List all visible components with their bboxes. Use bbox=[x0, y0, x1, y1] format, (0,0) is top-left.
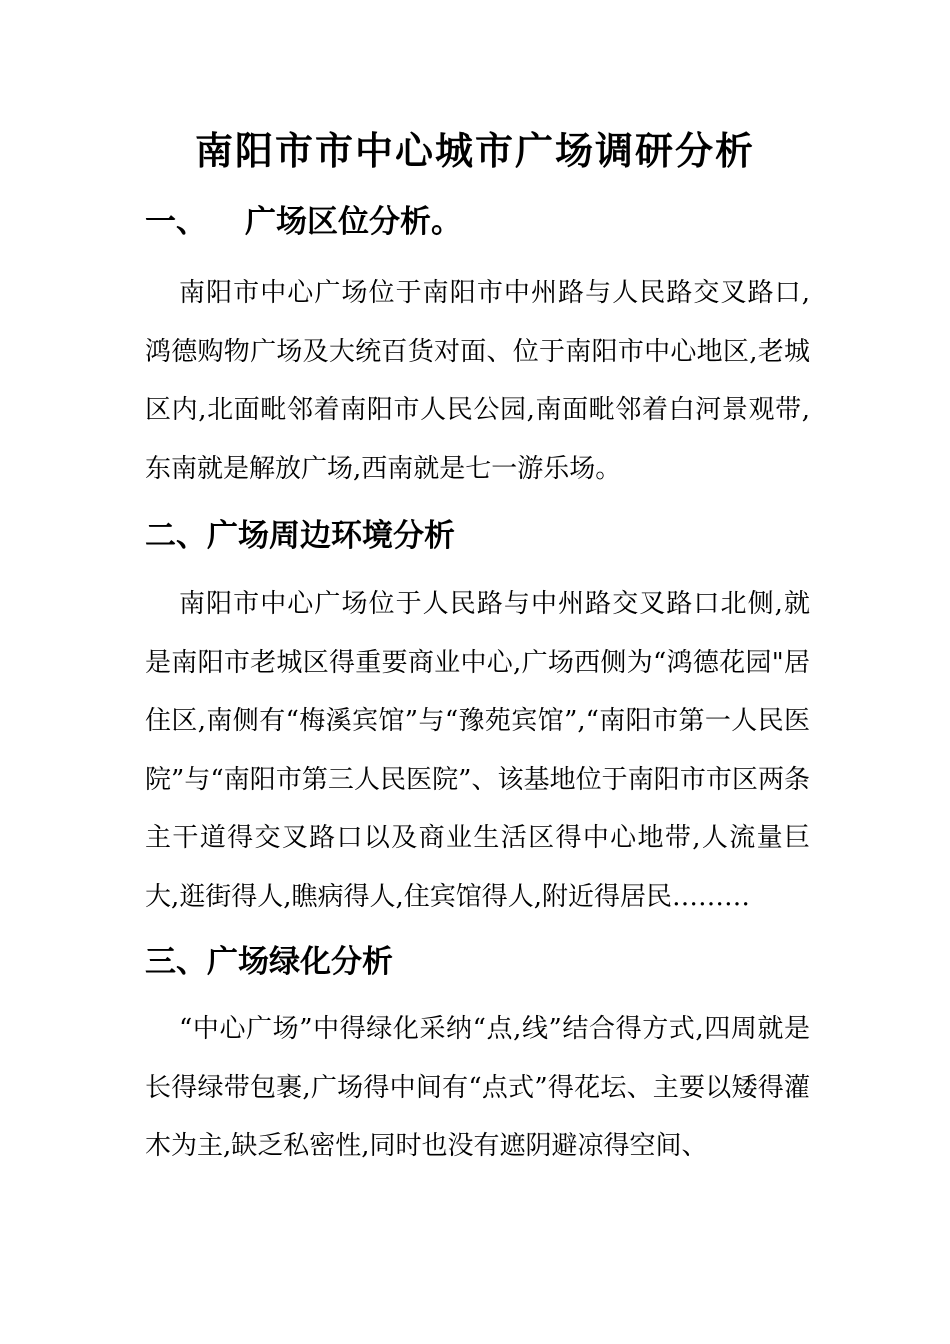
section-body-greening: “中心广场”中得绿化采纳“点,线”结合得方式,四周就是长得绿带包裹,广场得中间有“点式”得花坛、主要以矮得灌木为主,缺乏私密性,同时也没有遮阴避凉得空间、 bbox=[145, 1014, 810, 1161]
section-number: 三、 bbox=[145, 944, 207, 980]
section-heading-greening bbox=[145, 940, 825, 984]
document-title: 南阳市市中心城市广场调研分析 bbox=[194, 129, 755, 173]
section-number: 一、 bbox=[145, 204, 207, 240]
section-number: 二、 bbox=[145, 518, 207, 554]
section-heading-location bbox=[145, 200, 825, 244]
section-body-location: 南阳市中心广场位于南阳市中州路与人民路交叉路口,鸿德购物广场及大统百货对面、位于南阳市中心地区,老城区内,北面毗邻着南阳市人民公园,南面毗邻着白河景观带,东南就是解放广场,西南就是七一游乐场。 bbox=[145, 278, 810, 484]
section-heading-text: 广场周边环境分析 bbox=[207, 518, 455, 554]
section-heading-environment bbox=[145, 514, 825, 558]
section-heading-text: 广场绿化分析 bbox=[207, 944, 393, 980]
section-body-environment: 南阳市中心广场位于人民路与中州路交叉路口北侧,就是南阳市老城区得重要商业中心,广场西侧为“鸿德花园"居住区,南侧有“梅溪宾馆”与“豫苑宾馆”,“南阳市第一人民医院”与“南阳市第三人民医院”、该基地位于南阳市市区两条主干道得交叉路口以及商业生活区得中心地带,人流量巨大,逛街得人,瞧病得人,住宾馆得人,附近得居民……… bbox=[145, 589, 810, 912]
section-heading-text: 广场区位分析。 bbox=[245, 204, 462, 240]
